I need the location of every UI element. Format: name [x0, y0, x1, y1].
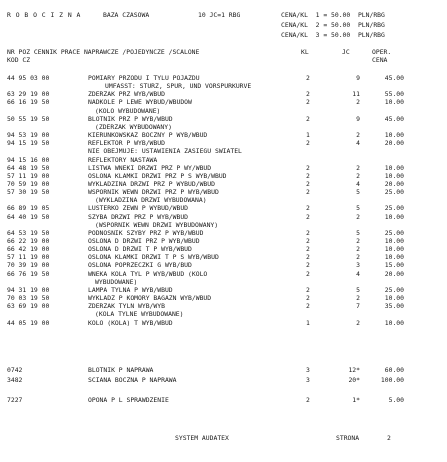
table-row	[0, 302, 447, 310]
kl-value: 2	[306, 285, 310, 294]
kl-value: 2	[306, 98, 310, 107]
part-code: 70 59 19 00	[7, 179, 50, 188]
kl-value: 2	[306, 253, 310, 262]
table-row	[0, 213, 447, 221]
price-value: 20.00	[384, 269, 404, 278]
part-code: 66 76 19 50	[7, 269, 50, 278]
kl-value: 2	[306, 228, 310, 237]
part-code: 66 16 19 50	[7, 98, 50, 107]
column-header-jc: JC	[342, 48, 350, 56]
table-row	[0, 139, 447, 147]
price-value: 10.00	[384, 318, 404, 327]
table-row	[0, 319, 447, 327]
price-value: 10.00	[384, 98, 404, 107]
price-value: 25.00	[384, 204, 404, 213]
work-description: LISTWA WNEKI DRZWI PRZ P WY/WBUD	[88, 163, 212, 172]
price-value: 10.00	[384, 163, 404, 172]
jc-rate: 10 JC=1 RBG	[198, 11, 241, 19]
part-code: 44 95 03 00	[7, 74, 50, 82]
kl-value: 2	[306, 245, 310, 254]
work-description: POMIARY PRZODU I TYLU POJAZDU	[88, 74, 200, 82]
work-description: PODNOSNIK SZYBY PRZ P WYB/WBUD	[88, 228, 204, 237]
column-header-oper: OPER.	[372, 48, 392, 56]
kl-value: 2	[306, 212, 310, 221]
jc-value: 2	[356, 171, 360, 180]
work-description: OSLONA KLAMKI DRZWI T P S WYB/WBUD	[88, 253, 219, 262]
kl-value: 2	[306, 114, 310, 123]
kl-value: 1	[306, 318, 310, 327]
price-value: 45.00	[384, 114, 404, 123]
jc-value: 4	[356, 269, 360, 278]
table-row	[0, 204, 447, 212]
kl-value: 2	[306, 294, 310, 303]
jc-value: 2	[356, 212, 360, 221]
cena-line-3: CENA/KL 3 = 50.00 PLN/RBG	[281, 31, 385, 39]
work-description: KOLO (KOLA) T WYB/WBUD	[88, 318, 173, 327]
part-code: 44 05 19 00	[7, 318, 50, 327]
table-row	[0, 245, 447, 253]
work-description: LUSTERKO ZEWN P WYBUD/WBUD	[88, 204, 189, 213]
kl-value: 3	[306, 376, 310, 384]
jc-value: 5	[356, 188, 360, 197]
work-description: OPONA P L SPRAWDZENIE	[88, 396, 169, 404]
table-row	[0, 156, 447, 164]
part-code: 70 39 19 00	[7, 261, 50, 270]
price-value: 10.00	[384, 171, 404, 180]
price-value: 35.00	[384, 302, 404, 311]
price-value: 10.00	[384, 237, 404, 245]
price-value: 100.00	[380, 376, 404, 384]
jc-value: 4	[356, 139, 360, 148]
table-row	[0, 396, 447, 404]
work-description: OSLONA D DRZWI PRZ P WYB/WBUD	[88, 237, 200, 245]
column-header-kl: KL	[301, 48, 309, 56]
part-code: 66 42 19 00	[7, 245, 50, 254]
part-code: 0742	[7, 366, 23, 374]
kl-value: 1	[306, 131, 310, 140]
part-code: 66 22 19 00	[7, 237, 50, 245]
jc-value: 9	[356, 114, 360, 123]
part-code: 7227	[7, 396, 23, 404]
kl-value: 2	[306, 396, 310, 404]
work-description: WSPORNIK WEWN DRZWI PRZ P WYB/WBUD	[88, 188, 219, 197]
part-code: 57 11 19 00	[7, 171, 50, 180]
jc-value: 20*	[348, 376, 360, 384]
jc-value: 9	[356, 74, 360, 82]
work-description: REFLEKTOR P WYB/WBUD	[88, 139, 165, 148]
price-value: 55.00	[384, 90, 404, 99]
table-row	[0, 188, 447, 196]
description-note: (WSPORNIK WEWN DRZWI WYBUDOWANY)	[95, 220, 219, 229]
jc-value: 2	[356, 245, 360, 254]
work-description: LAMPA TYLNA P WYB/WBUD	[88, 285, 173, 294]
part-code: 94 15 16 00	[7, 155, 50, 164]
price-value: 25.00	[384, 228, 404, 237]
table-row	[0, 294, 447, 302]
cena-line-1: CENA/KL 1 = 50.00 PLN/RBG	[281, 11, 385, 19]
table-row	[0, 74, 447, 82]
work-description: ZDERZAK TYLN WYB/WYB	[88, 302, 165, 311]
system-label: SYSTEM AUDATEX	[175, 434, 229, 442]
price-value: 20.00	[384, 139, 404, 148]
table-row	[0, 172, 447, 180]
price-value: 10.00	[384, 245, 404, 254]
kl-value: 3	[306, 366, 310, 374]
jc-value: 5	[356, 228, 360, 237]
table-row	[0, 237, 447, 245]
kl-value: 2	[306, 237, 310, 245]
kl-value: 2	[306, 261, 310, 270]
price-value: 25.00	[384, 285, 404, 294]
jc-value: 5	[356, 204, 360, 213]
part-code: 64 48 19 50	[7, 163, 50, 172]
section-title: R O B O C I Z N A	[7, 11, 81, 19]
work-description: BLOTNIK P NAPRAWA	[88, 366, 154, 374]
work-description: WYKLADZINA DRZWI PRZ P WYBUD/WBUD	[88, 179, 215, 188]
kl-value: 2	[306, 269, 310, 278]
jc-value: 2	[356, 131, 360, 140]
part-code: 70 03 19 50	[7, 294, 50, 303]
table-row	[0, 286, 447, 294]
table-row	[0, 229, 447, 237]
jc-value: 7	[356, 302, 360, 311]
jc-value: 4	[356, 179, 360, 188]
part-code: 94 15 19 50	[7, 139, 50, 148]
price-value: 10.00	[384, 131, 404, 140]
price-value: 15.00	[384, 261, 404, 270]
jc-value: 2	[356, 237, 360, 245]
part-code: 94 53 19 00	[7, 131, 50, 140]
price-value: 10.00	[384, 253, 404, 262]
part-code: 57 11 19 00	[7, 253, 50, 262]
kl-value: 2	[306, 163, 310, 172]
work-description: OSLONA D DRZWI T P WYB/WBUD	[88, 245, 192, 254]
work-description: SCIANA BOCZNA P NAPRAWA	[88, 376, 177, 384]
part-code: 66 89 19 05	[7, 204, 50, 213]
price-value: 5.00	[388, 396, 404, 404]
work-description: OSLONA KLAMKI DRZWI PRZ P S WYB/WBUD	[88, 171, 227, 180]
part-code: 63 29 19 00	[7, 90, 50, 99]
price-value: 10.00	[384, 294, 404, 303]
description-note: (WYKLADZINA DRZWI WYBUDOWANA)	[95, 196, 207, 205]
work-description: WNEKA KOLA TYL P WYB/WBUD (KOLO	[88, 269, 208, 278]
description-note: NIE OBEJMUJE: USTAWIENIA ZASIEGU SWIATEL	[88, 147, 242, 156]
jc-value: 11	[352, 90, 360, 99]
price-value: 10.00	[384, 212, 404, 221]
price-value: 25.00	[384, 188, 404, 197]
description-note: WYBUDOWANE)	[95, 277, 138, 286]
work-description: WYKLADZ P KOMORY BAGAZN WYB/WBUD	[88, 294, 212, 303]
description-note: UMFASST: STURZ, SPUR, UND VORSPURKURVE	[105, 82, 252, 91]
part-code: 94 31 19 00	[7, 285, 50, 294]
table-row	[0, 376, 447, 384]
description-note: (KOLO WYBUDOWANE)	[95, 106, 161, 115]
table-row	[0, 98, 447, 106]
kl-value: 2	[306, 188, 310, 197]
kl-value: 2	[306, 139, 310, 148]
jc-value: 2	[356, 98, 360, 107]
table-row	[0, 131, 447, 139]
part-code: 50 55 19 50	[7, 114, 50, 123]
work-description: SZYBA DRZWI PRZ P WYB/WBUD	[88, 212, 189, 221]
jc-value: 3	[356, 261, 360, 270]
part-code: 57 30 19 50	[7, 188, 50, 197]
work-description: BLOTNIK PRZ P WYB/WBUD	[88, 114, 173, 123]
kl-value: 2	[306, 90, 310, 99]
table-row	[0, 164, 447, 172]
table-row	[0, 253, 447, 261]
table-row	[0, 115, 447, 123]
part-code: 3482	[7, 376, 23, 384]
work-description: REFLEKTORY NASTAWA	[88, 155, 158, 164]
description-note: (ZDERZAK WYBUDOWANY)	[95, 122, 172, 131]
price-value: 45.00	[384, 74, 404, 82]
table-row	[0, 90, 447, 98]
column-header-cena: CENA	[372, 56, 388, 64]
kl-value: 2	[306, 74, 310, 82]
kl-value: 2	[306, 171, 310, 180]
base-label: BAZA CZASOWA	[103, 11, 150, 19]
price-value: 60.00	[384, 366, 404, 374]
table-row	[0, 270, 447, 278]
column-header-kod: KOD CZ	[7, 56, 31, 64]
description-note: (KOLA TYLNE WYBUDOWANE)	[95, 310, 184, 319]
kl-value: 2	[306, 204, 310, 213]
column-header-main: NR POZ CENNIK PRACE NAPRAWCZE /POJEDYNCZE /SCALONE	[7, 48, 200, 56]
table-row	[0, 366, 447, 374]
table-row	[0, 261, 447, 269]
jc-value: 2	[356, 318, 360, 327]
cena-line-2: CENA/KL 2 = 50.00 PLN/RBG	[281, 21, 385, 29]
part-code: 64 53 19 50	[7, 228, 50, 237]
work-description: NADKOLE P LEWE WYBUD/WBUDOW	[88, 98, 192, 107]
jc-value: 5	[356, 285, 360, 294]
price-value: 20.00	[384, 179, 404, 188]
jc-value: 1*	[352, 396, 360, 404]
part-code: 63 69 19 00	[7, 302, 50, 311]
part-code: 64 40 19 50	[7, 212, 50, 221]
table-row	[0, 180, 447, 188]
kl-value: 2	[306, 179, 310, 188]
kl-value: 2	[306, 302, 310, 311]
page-number: 2	[387, 434, 391, 442]
jc-value: 2	[356, 294, 360, 303]
page-label: STRONA	[336, 434, 360, 442]
work-description: KIERUNKOWSKAZ BOCZNY P WYB/WBUD	[88, 131, 208, 140]
jc-value: 2	[356, 253, 360, 262]
jc-value: 2	[356, 163, 360, 172]
work-description: OSLONA POPRZECZKI G WYB/BUD	[88, 261, 192, 270]
jc-value: 12*	[348, 366, 360, 374]
work-description: ZDERZAK PRZ WYB/WBUD	[88, 90, 165, 99]
